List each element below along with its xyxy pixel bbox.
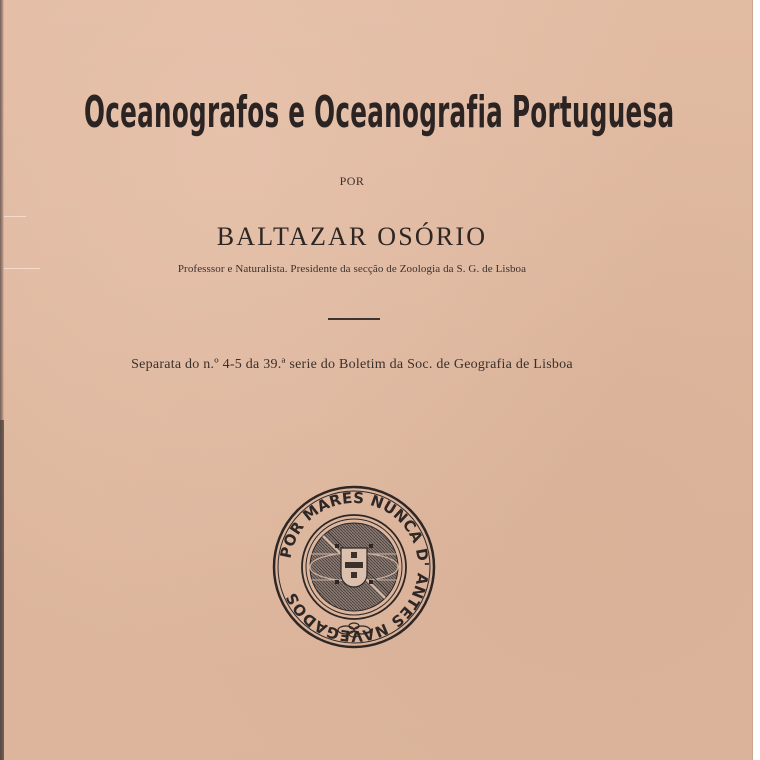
svg-text:POR MARES NUNCA D' ANTES NAVEG: POR MARES NUNCA D' ANTES NAVEGADOS	[276, 488, 433, 646]
document-title: Oceanografos e Oceanografia Portuguesa	[84, 87, 675, 138]
seal-emblem-icon	[271, 484, 437, 650]
publication-note: Separata do n.º 4-5 da 39.ª serie do Boletim da Soc. de Geografia de Lisboa	[131, 357, 573, 372]
author-affiliation: Professsor e Naturalista. Presidente da secção de Zoologia da S. G. de Lisboa	[177, 263, 527, 275]
page-right-edge	[752, 0, 753, 760]
page-binding-edge	[0, 420, 4, 760]
by-label: POR	[339, 174, 365, 188]
paper-crease	[4, 216, 26, 217]
separator-rule	[328, 318, 380, 320]
author-name: BALTAZAR OSÓRIO	[216, 222, 488, 251]
